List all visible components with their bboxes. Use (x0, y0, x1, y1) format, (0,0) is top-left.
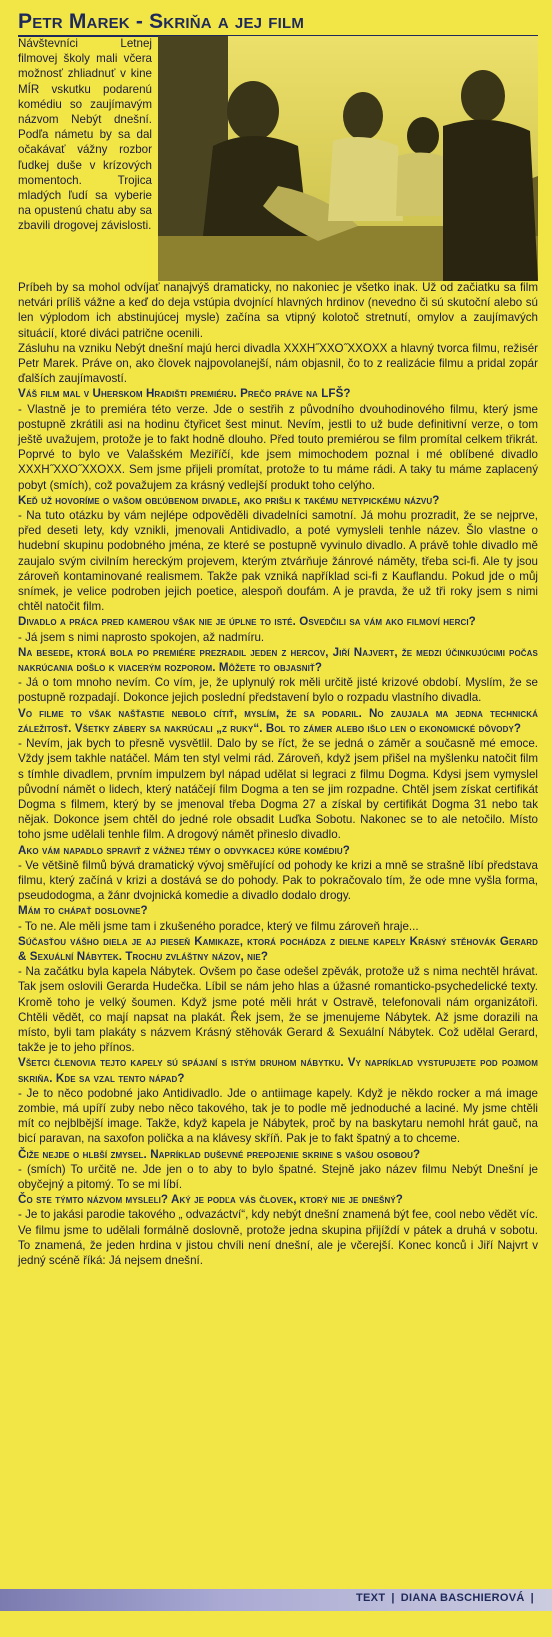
article-paragraph: - Je to něco podobné jako Antidivadlo. Jde o antiimage kapely. Když je někdo rocker a má image zombie, má upíří zuby nebo něco takového, tak je to podle mě jednoduché a laciné. My jsme chtěli mít co nejblbější image. Takže, když kapela je Nábytek, proč by na baskytaru nemohl hrát gauč, na bicí paravan, na saxofon polička a na klávesy skříň. Pak je to fakt špatný a to chceme. (18, 1086, 538, 1146)
interview-question: Súčasťou vášho diela je aj pieseň Kamikaze, ktorá pochádza z dielne kapely Krásný stěhovák Gerard & Sexuální Nábytek. Trochu zvláštny názov, nie? (18, 934, 538, 963)
article-paragraph: - (smích) To určitě ne. Jde jen o to aby to bylo špatné. Stejně jako název filmu Nebýt Dnešní je obyčejný a pitomý. To se mi líbí. (18, 1162, 538, 1191)
article-paragraph: - Já jsem s nimi naprosto spokojen, až nadmíru. (18, 630, 265, 644)
article-paragraph: - Ve většině filmů bývá dramatický vývoj směřující od pohody ke krizi a mně se strašně líbí představa filmu, který začíná v krizi a dostává se do pohody. Pak to pokračovalo tím, že ode mne vyšla forma, pseudodogma, a žánr dvojnická komedie a divadlo dodalo drogy. (18, 858, 538, 903)
interview-question: Ako vám napadlo spraviť z vážnej témy o odvykacej kúre komédiu? (18, 843, 350, 857)
article-paragraph: - Na tuto otázku by vám nejlépe odpověděli divadelníci samotní. Já mohu prozradit, že se nejprve, před deseti lety, kdy vznikli, jmenovali Antidivadlo, a poté vymysleli tenhle název. Šlo vlastne o hudební skupinu podobného jména, ze které se postupně vyvinulo divadlo. A právě tohle divadlo mě zaujalo svým civilním hereckým projevem, kterým ztvárňuje žánrové náměty, třeba sci-fi. Ale ty jsou zároveň kontaminované realismem. Takže pak vzniká například sci-fi z Kauflandu. Pokud jde o můj snímek, je velice podroben jejich poetice, alespoň doufám. A je pravda, že už tři roky jsem s nimi chtěl natočit film. (18, 509, 538, 614)
article-paragraph: - Je to jakási parodie takového „ odvazáctví“, kdy nebýt dnešní znamená být fee, cool nebo vědět víc. Ve filmu jsme to udělali formálně doslovně, protože jedna skupina přijíždí v pátek a druhá v sobotu. To znamená, že jeden hrdina v jistou chvíli není dnešní, ale je včerejší. Konec konců i Jiří Najvrt v jedný scéně říká: Já nejsem dnešní. (18, 1208, 538, 1267)
interview-question: Čiže nejde o hlbší zmysel. Napríklad duševné prepojenie skrine s vašou osobou? (18, 1147, 421, 1161)
article-paragraph: - Nevím, jak bych to přesně vysvětlil. Dalo by se říct, že se jedná o záměr a současně mé emoce. Vždy jsem takhle natáčel. Mám ten styl velmi rád. Zároveň, když jsem přišel na myšlenku natočit film s tímhle divadlem, prvním impulzem byl nápad udělat si legraci z filmu Dogma. Kdysi jsem vymyslel původní námět o lidech, který natáčejí film Dogma a ten se jim rozpadne. Chtěl jsem získat certifikát Dogma s filmem, který by se jmenoval třeba Dogma 27 a získal by certifikát Dogma 31 nebo tak nějak. Dokonce jsem chtěl do jedné role obsadit Luďka Sobotu. Nakonec se to ale netočilo. Místo toho jsme udělali tenhle film. A drogový námět přineslo divadlo. (18, 737, 538, 842)
interview-question: Vo filme to však našťastie nebolo cítiť, myslím, že sa podaril. No zaujala ma jedna technická záležitosť. Všetky zábery sa nakrúcali „z ruky“. Bol to zámer alebo išlo len o ekonomické dôvody? (18, 706, 538, 735)
article-paragraph: - To ne. Ale měli jsme tam i zkušeného poradce, který ve filmu zároveň hraje... (18, 919, 419, 933)
photo-image (158, 36, 538, 281)
credit-separator: | (391, 1592, 395, 1604)
credit-label: TEXT (356, 1592, 386, 1604)
article-paragraph: Zásluhu na vzniku Nebýt dnešní majú herci divadla XXXH˝XXO˝XXOXX a hlavný tvorca filmu, režisér Petr Marek. Práve on, ako človek najpovolanejší, nám objasnil, čo to z realizácie filmu a pridal zopár ďalších zaujímavostí. (18, 341, 538, 386)
interview-question: Keď už hovoríme o vašom obľúbenom divadle, ako prišli k takému netypickému názvu? (18, 493, 440, 507)
author-credit (356, 1592, 540, 1604)
article-paragraph: - Vlastně je to premiéra této verze. Jde o sestřih z původního dvouhodinového filmu, který jsme postupně zkrátili asi na hodinu čtyřicet šest minut. Nevím, jestli to už bude definitivní verze, o tom ještě uvažujem, protože je to fakt hodně dlouho. Před touto premiérou se film promítal celkem třikrát. Poprvé to bylo ve Valašském Meziříčí, kde jsem mimochodem poznal i mé oblíbené divadlo XXXH˝XXO˝XXOXX. Sem jsme přijeli promítat, protože to tu máme rádi. A taky tu máme zaplacený pobyt (smích), což považujem za krásný vedlejší produkt toho celýho. (18, 402, 538, 492)
credit-separator-end: | (530, 1592, 534, 1604)
article-body (18, 280, 538, 1268)
article-intro: Návštevníci Letnej filmovej školy mali včera možnosť zhliadnuť v kine MÍR vskutku podarenú komédiu so zaujímavým názvom Nebýt dnešní. Podľa námetu by sa dal očakávať vážny rozbor ľudkej duše v krízových momentoch. Trojica mladých ľudí sa vyberie na opustenú chatu aby sa zbavili drogovej závislosti. (18, 37, 152, 233)
interview-question: Všetci členovia tejto kapely sú spájaní s istým druhom nábytku. Vy napríklad vystupujete pod pojmom skriňa. Kde sa vzal tento nápad? (18, 1056, 538, 1085)
article-paragraph: Príbeh by sa mohol odvíjať nanajvýš dramaticky, no nakoniec je všetko inak. Už od začiatku sa film netvári príliš vážne a keď do deja vstúpia dvojnící hlavných hrdinov (nevedno či sú skutoční alebo sú len výplodom ich abstinujúcej mysle) začína sa vtipný kolotoč stretnutí, omylov a zaujímavých situácií, ktoré diváci patrične ocenili. (18, 281, 538, 340)
article-photo (158, 36, 538, 281)
interview-question: Váš film mal v Uherskom Hradišti premiéru. Prečo práve na LFŠ? (18, 387, 351, 401)
interview-question: Mám to chápať doslovne? (18, 904, 148, 918)
article-title: Petr Marek - Skriňa a jej film (18, 10, 538, 37)
interview-question: Na besede, ktorá bola po premiére prezradil jeden z hercov, Jiří Najvert, že medzi účinkujúcimi počas nakrúcania došlo k viacerým rozporom. Môžete to objasniť? (18, 645, 538, 675)
interview-question: Čo ste týmto názvom mysleli? Aký je podľa vás človek, ktorý nie je dnešný? (18, 1193, 403, 1207)
credit-author: DIANA BASCHIEROVÁ (400, 1592, 525, 1604)
article-paragraph: - Na začátku byla kapela Nábytek. Ovšem po čase odešel zpěvák, protože už s nima nechtěl hrávat. Tak jsem oslovili Gerarda Hudečka. Líbil se nám jeho hlas a úžasné romanticko-psychedelické texty. Kromě toho je velký šoumen. Když jsme poté měli hrát v Ostravě, telefonovali nám organizátoři. Chtěli vědět, co mají napsat na plakát. Řek jsem, že se jmenujeme Nábytek. Až jsme dorazili na místo, byli tam plakáty s názvem Krásný stěhovák Gerard & Sexuální Nábytek. Což udělal Gerard, takže je to jeho přínos. (18, 965, 538, 1055)
article-paragraph: - Já o tom mnoho nevím. Co vím, je, že uplynulý rok měli určitě jisté krizové období. Myslím, že se postupně rozpadají. Dokonce jejich poslední představení bylo o rozpadu vlastního divadla. (18, 676, 538, 705)
interview-question: Divadlo a práca pred kamerou však nie je úplne to isté. Osvedčili sa vám ako filmoví herci? (18, 615, 476, 629)
